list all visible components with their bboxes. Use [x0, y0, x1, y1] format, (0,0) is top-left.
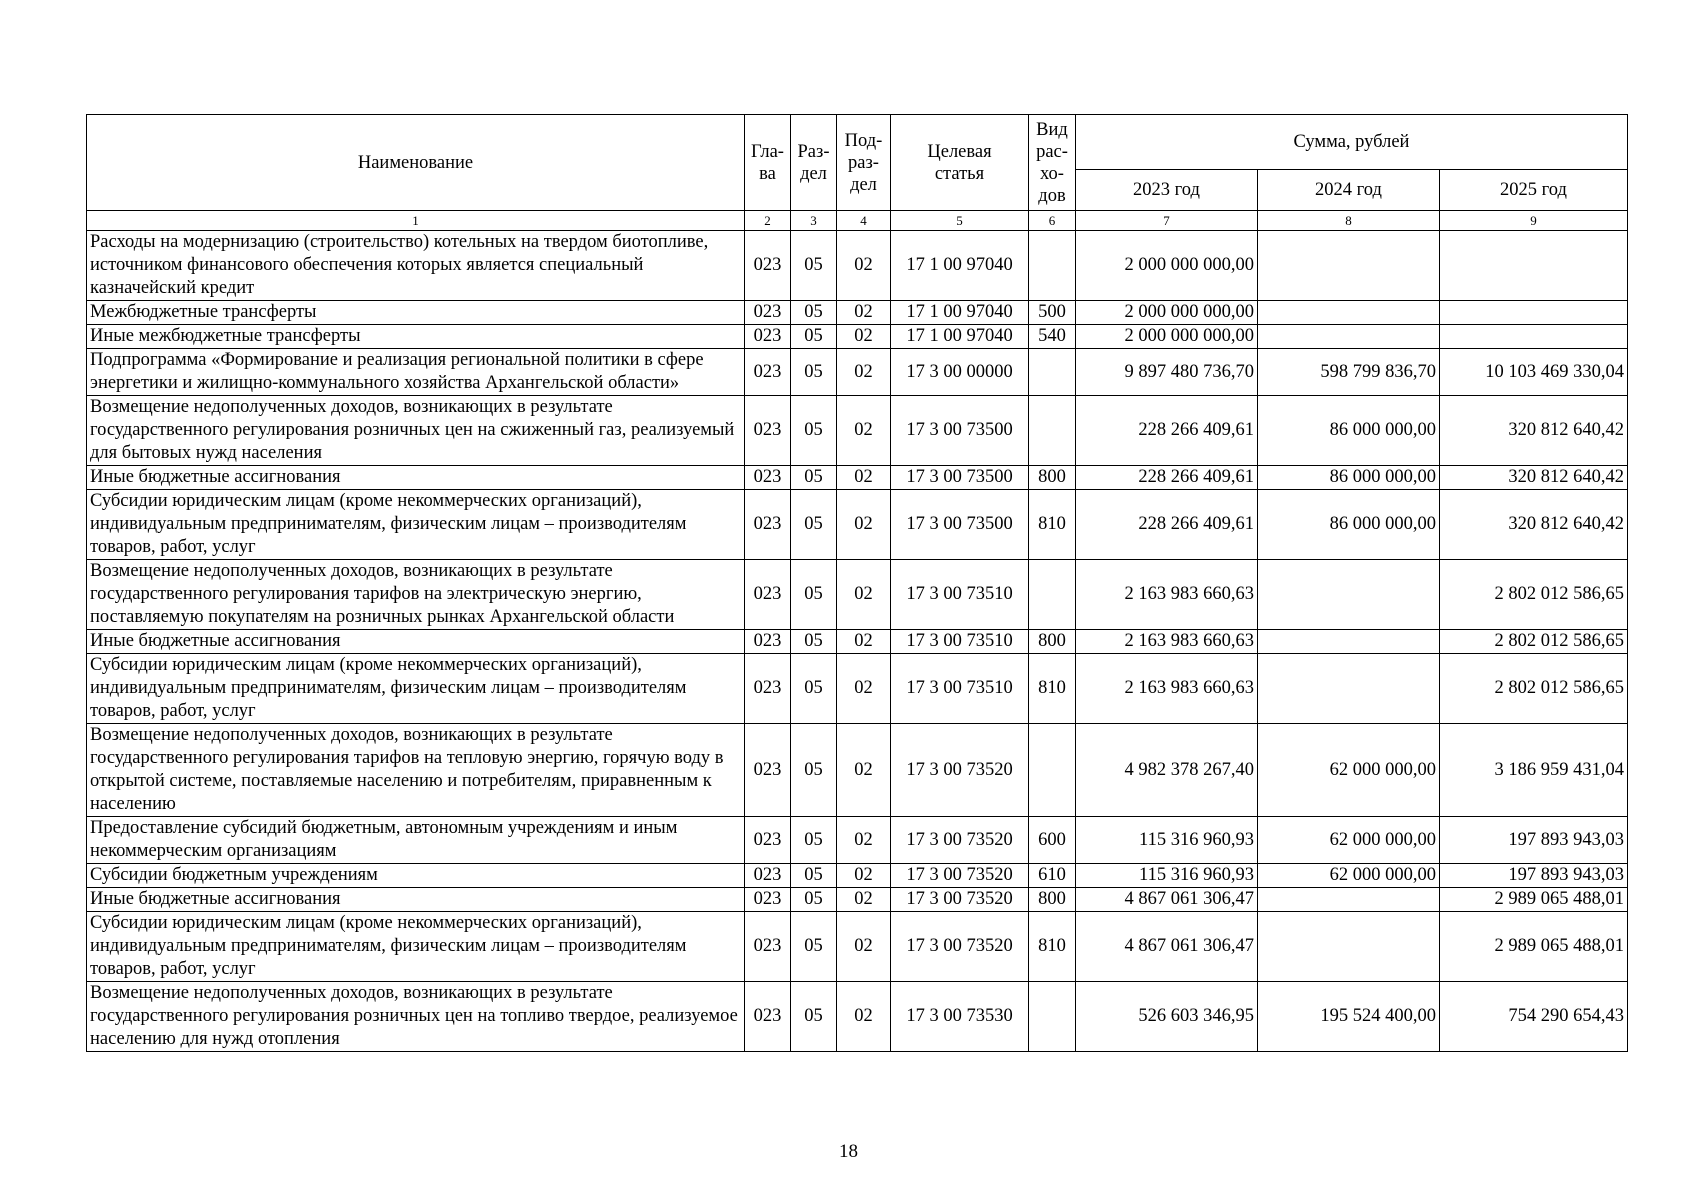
row-podrazdel: 02	[837, 912, 891, 982]
row-expense-type: 800	[1029, 630, 1076, 654]
row-podrazdel: 02	[837, 325, 891, 349]
row-sum-2023: 228 266 409,61	[1076, 490, 1258, 560]
row-sum-2024: 62 000 000,00	[1258, 864, 1440, 888]
table-row	[87, 560, 1628, 630]
row-razdel: 05	[791, 560, 837, 630]
row-target-article: 17 3 00 73520	[891, 817, 1029, 864]
row-razdel: 05	[791, 912, 837, 982]
row-target-article: 17 3 00 73530	[891, 982, 1029, 1052]
row-sum-2023: 228 266 409,61	[1076, 396, 1258, 466]
header-year-2023: 2023 год	[1076, 170, 1258, 211]
row-glava: 023	[745, 301, 791, 325]
row-sum-2025	[1440, 301, 1628, 325]
row-razdel: 05	[791, 888, 837, 912]
row-sum-2023: 2 000 000 000,00	[1076, 325, 1258, 349]
row-target-article: 17 1 00 97040	[891, 325, 1029, 349]
row-sum-2024: 86 000 000,00	[1258, 490, 1440, 560]
row-razdel: 05	[791, 654, 837, 724]
row-razdel: 05	[791, 630, 837, 654]
row-glava: 023	[745, 817, 791, 864]
row-sum-2024: 62 000 000,00	[1258, 724, 1440, 817]
row-razdel: 05	[791, 982, 837, 1052]
row-sum-2024: 86 000 000,00	[1258, 396, 1440, 466]
row-sum-2024	[1258, 888, 1440, 912]
row-name: Иные бюджетные ассигнования	[87, 630, 745, 654]
table-row	[87, 888, 1628, 912]
row-name: Иные бюджетные ассигнования	[87, 888, 745, 912]
row-expense-type	[1029, 724, 1076, 817]
row-glava: 023	[745, 888, 791, 912]
row-sum-2023: 115 316 960,93	[1076, 817, 1258, 864]
column-number-row	[87, 211, 1628, 231]
table-row	[87, 912, 1628, 982]
row-razdel: 05	[791, 490, 837, 560]
row-target-article: 17 3 00 73510	[891, 654, 1029, 724]
row-name: Иные бюджетные ассигнования	[87, 466, 745, 490]
row-podrazdel: 02	[837, 630, 891, 654]
header-podrazdel: Под- раз- дел	[837, 115, 891, 211]
table-body	[87, 231, 1628, 1052]
budget-table	[86, 114, 1628, 1052]
row-expense-type: 500	[1029, 301, 1076, 325]
row-sum-2025: 320 812 640,42	[1440, 466, 1628, 490]
row-podrazdel: 02	[837, 864, 891, 888]
table-row	[87, 654, 1628, 724]
row-razdel: 05	[791, 724, 837, 817]
row-target-article: 17 1 00 97040	[891, 231, 1029, 301]
column-number: 9	[1440, 211, 1628, 231]
row-sum-2025: 2 802 012 586,65	[1440, 630, 1628, 654]
row-expense-type	[1029, 396, 1076, 466]
row-name: Возмещение недополученных доходов, возникающих в результате государственного регулирования тарифов на тепловую энергию, горячую воду в открытой системе, поставляемые населению и потребителям, приравненным к населению	[87, 724, 745, 817]
row-expense-type: 600	[1029, 817, 1076, 864]
row-podrazdel: 02	[837, 396, 891, 466]
table-row	[87, 817, 1628, 864]
header-sum: Сумма, рублей	[1076, 115, 1628, 170]
row-sum-2023: 2 000 000 000,00	[1076, 231, 1258, 301]
row-razdel: 05	[791, 231, 837, 301]
row-glava: 023	[745, 560, 791, 630]
row-sum-2024: 62 000 000,00	[1258, 817, 1440, 864]
row-razdel: 05	[791, 396, 837, 466]
row-sum-2025: 197 893 943,03	[1440, 864, 1628, 888]
row-sum-2025: 2 989 065 488,01	[1440, 912, 1628, 982]
row-sum-2025: 2 989 065 488,01	[1440, 888, 1628, 912]
row-expense-type: 800	[1029, 466, 1076, 490]
row-target-article: 17 3 00 73500	[891, 396, 1029, 466]
row-sum-2023: 2 163 983 660,63	[1076, 630, 1258, 654]
column-number: 1	[87, 211, 745, 231]
row-glava: 023	[745, 466, 791, 490]
row-name: Предоставление субсидий бюджетным, автономным учреждениям и иным некоммерческим организациям	[87, 817, 745, 864]
header-name: Наименование	[87, 115, 745, 211]
row-name: Межбюджетные трансферты	[87, 301, 745, 325]
column-number: 3	[791, 211, 837, 231]
row-name: Субсидии бюджетным учреждениям	[87, 864, 745, 888]
table-row	[87, 466, 1628, 490]
row-glava: 023	[745, 630, 791, 654]
row-podrazdel: 02	[837, 654, 891, 724]
row-expense-type: 810	[1029, 490, 1076, 560]
row-sum-2025: 754 290 654,43	[1440, 982, 1628, 1052]
row-target-article: 17 3 00 73500	[891, 490, 1029, 560]
row-target-article: 17 3 00 73510	[891, 560, 1029, 630]
row-razdel: 05	[791, 466, 837, 490]
row-sum-2024	[1258, 654, 1440, 724]
row-sum-2025: 320 812 640,42	[1440, 490, 1628, 560]
row-podrazdel: 02	[837, 466, 891, 490]
row-name: Возмещение недополученных доходов, возникающих в результате государственного регулирования розничных цен на сжиженный газ, реализуемый для бытовых нужд населения	[87, 396, 745, 466]
row-sum-2024: 195 524 400,00	[1258, 982, 1440, 1052]
row-sum-2024	[1258, 912, 1440, 982]
column-number: 4	[837, 211, 891, 231]
row-name: Возмещение недополученных доходов, возникающих в результате государственного регулирования тарифов на электрическую энергию, поставляемую покупателям на розничных рынках Архангельской области	[87, 560, 745, 630]
column-number: 7	[1076, 211, 1258, 231]
row-target-article: 17 3 00 00000	[891, 349, 1029, 396]
row-name: Иные межбюджетные трансферты	[87, 325, 745, 349]
row-sum-2025: 2 802 012 586,65	[1440, 560, 1628, 630]
row-expense-type: 610	[1029, 864, 1076, 888]
row-glava: 023	[745, 912, 791, 982]
column-number: 8	[1258, 211, 1440, 231]
row-sum-2024	[1258, 325, 1440, 349]
budget-sheet	[86, 114, 1627, 1052]
row-expense-type	[1029, 560, 1076, 630]
row-sum-2024	[1258, 301, 1440, 325]
row-podrazdel: 02	[837, 301, 891, 325]
row-podrazdel: 02	[837, 982, 891, 1052]
row-podrazdel: 02	[837, 817, 891, 864]
row-sum-2025	[1440, 325, 1628, 349]
row-sum-2024: 598 799 836,70	[1258, 349, 1440, 396]
header-year-2025: 2025 год	[1440, 170, 1628, 211]
header-vid: Вид рас- хо- дов	[1029, 115, 1076, 211]
row-sum-2024	[1258, 231, 1440, 301]
header-razdel: Раз- дел	[791, 115, 837, 211]
row-sum-2025: 320 812 640,42	[1440, 396, 1628, 466]
row-sum-2025: 197 893 943,03	[1440, 817, 1628, 864]
row-name: Подпрограмма «Формирование и реализация региональной политики в сфере энергетики и жилищно-коммунального хозяйства Архангельской области»	[87, 349, 745, 396]
row-razdel: 05	[791, 864, 837, 888]
row-sum-2023: 9 897 480 736,70	[1076, 349, 1258, 396]
row-expense-type: 540	[1029, 325, 1076, 349]
row-glava: 023	[745, 349, 791, 396]
row-target-article: 17 3 00 73520	[891, 888, 1029, 912]
row-sum-2023: 2 163 983 660,63	[1076, 560, 1258, 630]
row-sum-2024: 86 000 000,00	[1258, 466, 1440, 490]
row-sum-2024	[1258, 560, 1440, 630]
column-number: 5	[891, 211, 1029, 231]
row-sum-2024	[1258, 630, 1440, 654]
row-target-article: 17 3 00 73510	[891, 630, 1029, 654]
row-sum-2025: 3 186 959 431,04	[1440, 724, 1628, 817]
row-sum-2023: 4 867 061 306,47	[1076, 888, 1258, 912]
page-number: 18	[839, 1141, 858, 1162]
row-sum-2023: 4 982 378 267,40	[1076, 724, 1258, 817]
table-row	[87, 349, 1628, 396]
row-podrazdel: 02	[837, 490, 891, 560]
row-sum-2023: 228 266 409,61	[1076, 466, 1258, 490]
row-glava: 023	[745, 724, 791, 817]
row-sum-2023: 2 163 983 660,63	[1076, 654, 1258, 724]
row-sum-2025: 10 103 469 330,04	[1440, 349, 1628, 396]
table-row	[87, 396, 1628, 466]
table-row	[87, 301, 1628, 325]
row-expense-type	[1029, 982, 1076, 1052]
row-razdel: 05	[791, 325, 837, 349]
row-podrazdel: 02	[837, 724, 891, 817]
row-glava: 023	[745, 490, 791, 560]
row-razdel: 05	[791, 349, 837, 396]
table-row	[87, 630, 1628, 654]
table-header	[87, 115, 1628, 231]
row-podrazdel: 02	[837, 349, 891, 396]
row-expense-type: 810	[1029, 654, 1076, 724]
row-glava: 023	[745, 231, 791, 301]
row-name: Расходы на модернизацию (строительство) котельных на твердом биотопливе, источником финансового обеспечения которых является специальный казначейский кредит	[87, 231, 745, 301]
row-razdel: 05	[791, 301, 837, 325]
row-razdel: 05	[791, 817, 837, 864]
row-target-article: 17 3 00 73520	[891, 912, 1029, 982]
column-number: 2	[745, 211, 791, 231]
row-sum-2025	[1440, 231, 1628, 301]
row-podrazdel: 02	[837, 560, 891, 630]
row-name: Субсидии юридическим лицам (кроме некоммерческих организаций), индивидуальным предпринимателям, физическим лицам – производителям товаров, работ, услуг	[87, 912, 745, 982]
row-sum-2023: 4 867 061 306,47	[1076, 912, 1258, 982]
table-row	[87, 724, 1628, 817]
row-sum-2023: 115 316 960,93	[1076, 864, 1258, 888]
table-row	[87, 490, 1628, 560]
table-row	[87, 231, 1628, 301]
row-expense-type	[1029, 231, 1076, 301]
row-target-article: 17 3 00 73520	[891, 864, 1029, 888]
table-row	[87, 325, 1628, 349]
row-glava: 023	[745, 396, 791, 466]
header-year-2024: 2024 год	[1258, 170, 1440, 211]
table-row	[87, 864, 1628, 888]
row-podrazdel: 02	[837, 231, 891, 301]
row-name: Возмещение недополученных доходов, возникающих в результате государственного регулирования розничных цен на топливо твердое, реализуемое населению для нужд отопления	[87, 982, 745, 1052]
row-glava: 023	[745, 864, 791, 888]
column-number: 6	[1029, 211, 1076, 231]
row-name: Субсидии юридическим лицам (кроме некоммерческих организаций), индивидуальным предпринимателям, физическим лицам – производителям товаров, работ, услуг	[87, 490, 745, 560]
row-target-article: 17 3 00 73520	[891, 724, 1029, 817]
header-target: Целевая статья	[891, 115, 1029, 211]
row-name: Субсидии юридическим лицам (кроме некоммерческих организаций), индивидуальным предпринимателям, физическим лицам – производителям товаров, работ, услуг	[87, 654, 745, 724]
row-podrazdel: 02	[837, 888, 891, 912]
row-sum-2023: 2 000 000 000,00	[1076, 301, 1258, 325]
table-row	[87, 982, 1628, 1052]
row-sum-2025: 2 802 012 586,65	[1440, 654, 1628, 724]
row-glava: 023	[745, 982, 791, 1052]
row-target-article: 17 3 00 73500	[891, 466, 1029, 490]
row-expense-type	[1029, 349, 1076, 396]
row-expense-type: 810	[1029, 912, 1076, 982]
row-sum-2023: 526 603 346,95	[1076, 982, 1258, 1052]
row-glava: 023	[745, 325, 791, 349]
row-target-article: 17 1 00 97040	[891, 301, 1029, 325]
header-glava: Гла- ва	[745, 115, 791, 211]
row-expense-type: 800	[1029, 888, 1076, 912]
row-glava: 023	[745, 654, 791, 724]
